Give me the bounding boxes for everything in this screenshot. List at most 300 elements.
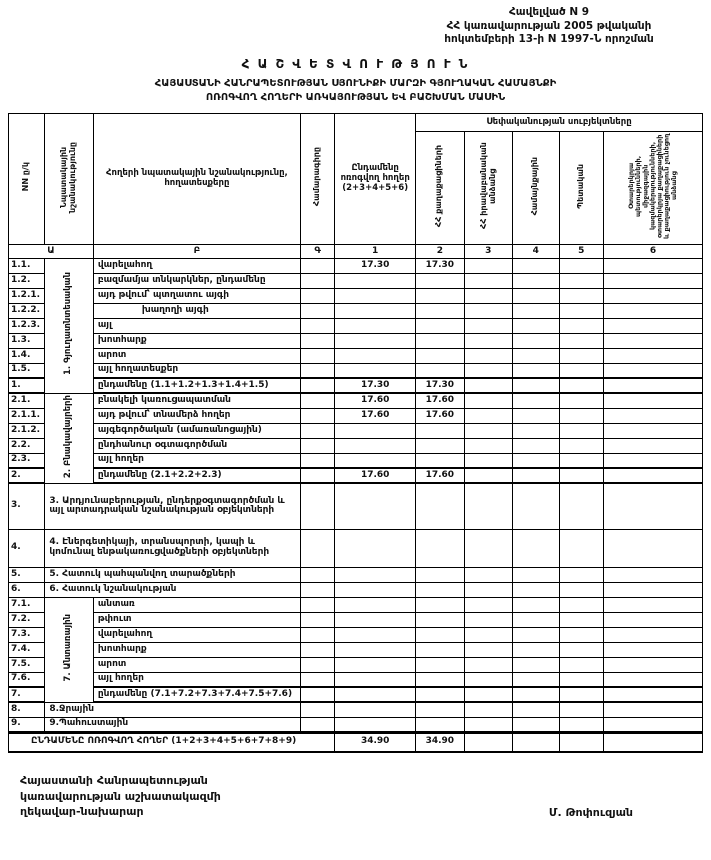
land-type-name: թփուտ [93,612,300,627]
table-row [9,567,703,582]
table-row [9,453,703,468]
header-owner-state-label: Պետական [575,163,585,209]
value-cell [416,582,464,597]
row-number: 1. [9,378,45,393]
value-cell [603,582,702,597]
header-code-label: Համարագիրը [312,147,322,207]
land-type-name: խոտհարք [93,642,300,657]
value-cell [559,702,603,717]
column-letter: Ա [9,244,94,258]
value-cell: 34.90 [416,732,464,752]
code-cell [300,529,334,567]
header-owner-foreign-label: Օտարերկրյա պետությունների, միջազգային կազմակերպությունների, օտարերկրյա քաղաքացիների և քաղաքացիություն չունեցող անձանց [626,133,678,239]
header-code [300,113,334,244]
value-cell [464,378,512,393]
value-cell [464,363,512,378]
report-table-body [9,258,703,752]
row-number: 2.3. [9,453,45,468]
land-type-name: խաղողի այգի [93,303,300,318]
value-cell [603,642,702,657]
row-number: 1.2.1. [9,288,45,303]
row-number: 2.1. [9,393,45,408]
value-cell [464,258,512,273]
table-row [9,529,703,567]
land-type-name: ընդամենը (2.1+2.2+2.3) [93,468,300,483]
value-cell [335,333,416,348]
header-owner-community [513,131,559,244]
column-letter: 2 [416,244,464,258]
value-cell: 34.90 [335,732,416,752]
table-row [9,318,703,333]
value-cell [603,483,702,529]
land-type-name: վարելահող [93,258,300,273]
category-label [45,258,93,393]
value-cell [513,333,559,348]
value-cell [603,378,702,393]
value-cell [513,672,559,687]
row-number: 7.3. [9,627,45,642]
value-cell [416,567,464,582]
land-type-name: ընդամենը (7.1+7.2+7.3+7.4+7.5+7.6) [93,687,300,702]
value-cell [559,303,603,318]
value-cell [416,657,464,672]
value-cell [416,702,464,717]
value-cell [416,348,464,363]
code-cell [300,363,334,378]
value-cell: 17.60 [416,408,464,423]
value-cell [603,687,702,702]
value-cell [464,318,512,333]
value-cell [416,529,464,567]
report-table [8,113,703,753]
land-type-name: 5. Հատուկ պահպանվող տարածքների [45,567,301,582]
row-number: 7.4. [9,642,45,657]
value-cell [335,627,416,642]
footer-line-1: Հայաստանի Հանրապետության [20,774,208,788]
grand-total-label: ԸՆԴԱՄԵՆԸ ՈՌՈԳՎՈՂ ՀՈՂԵՐ (1+2+3+4+5+6+7+8+9) [9,732,335,752]
land-type-name: այգեգործական (ամառանոցային) [93,423,300,438]
value-cell [335,612,416,627]
value-cell [416,687,464,702]
category-label-label: 7. Անտառային [63,613,74,682]
row-number: 2.2. [9,438,45,453]
value-cell [603,363,702,378]
code-cell [300,258,334,273]
value-cell [513,288,559,303]
row-number: 5. [9,567,45,582]
row-number: 9. [9,717,45,732]
value-cell [335,657,416,672]
value-cell [335,288,416,303]
value-cell [559,672,603,687]
category-label-label: 1. Գյուղատնտեսական [63,272,74,376]
value-cell [559,612,603,627]
table-row [9,258,703,273]
value-cell [603,408,702,423]
value-cell [464,529,512,567]
value-cell [464,438,512,453]
value-cell [559,288,603,303]
row-number: 1.2.3. [9,318,45,333]
row-number: 7.6. [9,672,45,687]
annex-line-2: ՀՀ կառավարության 2005 թվականի [446,19,652,32]
value-cell [559,529,603,567]
table-row [9,672,703,687]
value-cell: 17.60 [335,393,416,408]
table-row [9,408,703,423]
code-cell [300,318,334,333]
land-type-name: այլ հողեր [93,672,300,687]
table-row [9,717,703,732]
code-cell [300,672,334,687]
value-cell [335,702,416,717]
value-cell [513,258,559,273]
header-owner-citizens [416,131,464,244]
code-cell [300,642,334,657]
value-cell [559,627,603,642]
value-cell [416,333,464,348]
header-row-top [9,113,703,131]
annex-line-1: Հավելված N 9 [508,6,590,18]
value-cell [559,483,603,529]
category-label [45,597,93,702]
column-letter: 4 [513,244,559,258]
value-cell [513,529,559,567]
code-cell [300,702,334,717]
footer-line-3: ղեկավար-նախարար [20,804,144,818]
row-number: 8. [9,702,45,717]
code-cell [300,687,334,702]
table-row [9,288,703,303]
value-cell [513,423,559,438]
value-cell [603,627,702,642]
value-cell [513,273,559,288]
value-cell [416,288,464,303]
value-cell [464,423,512,438]
value-cell [464,453,512,468]
value-cell [416,672,464,687]
value-cell [416,483,464,529]
land-type-name: 6. Հատուկ նշանակության [45,582,301,597]
table-row [9,393,703,408]
value-cell [335,453,416,468]
column-letter: 1 [335,244,416,258]
row-number: 2. [9,468,45,483]
value-cell [513,597,559,612]
value-cell [603,717,702,732]
value-cell [335,717,416,732]
table-row [9,363,703,378]
header-total-irrigated: Ընդամենը ոռոգվող հողեր (2+3+4+5+6) [335,113,416,244]
footer-signatory-title [20,773,221,819]
value-cell: 17.60 [416,468,464,483]
value-cell [603,657,702,672]
value-cell [559,423,603,438]
row-number: 7.5. [9,657,45,672]
row-number: 7.1. [9,597,45,612]
signature-name: Մ. Թոփուզյան [548,806,633,820]
grand-total-row [9,732,703,752]
value-cell [335,318,416,333]
code-cell [300,582,334,597]
document-title: Հ Ա Շ Վ Ե Տ Վ Ո Ւ Թ Յ Ո Ւ Ն [241,56,470,71]
header-owners-group: Սեփականության սուբյեկտները [416,113,703,131]
value-cell [513,612,559,627]
land-type-name: 4. Էներգետիկայի, տրանսպորտի, կապի և կոմունալ ենթակառուցվածքների օբյեկտների [45,529,301,567]
value-cell [464,672,512,687]
header-nn-label: NN ը/կ [21,162,31,192]
value-cell [335,363,416,378]
land-type-name: այդ թվում՝ պտղատու այգի [93,288,300,303]
row-number: 1.2. [9,273,45,288]
row-number: 1.1. [9,258,45,273]
value-cell [513,408,559,423]
table-row [9,483,703,529]
row-number: 7. [9,687,45,702]
table-row [9,702,703,717]
row-number: 4. [9,529,45,567]
row-number: 7.2. [9,612,45,627]
value-cell [559,393,603,408]
code-cell [300,567,334,582]
code-cell [300,303,334,318]
value-cell [464,567,512,582]
header-purpose-label: Նպատակային նշանակությունը [59,141,78,213]
code-cell [300,483,334,529]
land-type-name: այդ թվում՝ տնամերձ հողեր [93,408,300,423]
code-cell [300,453,334,468]
code-cell [300,612,334,627]
land-type-name: ընդամենը (1.1+1.2+1.3+1.4+1.5) [93,378,300,393]
value-cell [513,348,559,363]
value-cell [513,717,559,732]
table-row [9,627,703,642]
value-cell [559,408,603,423]
table-row [9,348,703,363]
value-cell [513,657,559,672]
code-cell [300,717,334,732]
table-row [9,582,703,597]
value-cell [335,672,416,687]
value-cell [416,363,464,378]
subtotal-row [9,378,703,393]
value-cell [335,567,416,582]
value-cell [464,612,512,627]
value-cell [559,438,603,453]
table-row [9,423,703,438]
value-cell [559,582,603,597]
value-cell [603,453,702,468]
value-cell [559,318,603,333]
table-row [9,438,703,453]
value-cell [464,333,512,348]
value-cell [603,612,702,627]
land-type-name: արոտ [93,657,300,672]
value-cell [464,408,512,423]
column-letter: 3 [464,244,512,258]
header-owner-state [559,131,603,244]
row-number: 2.1.1. [9,408,45,423]
value-cell [416,642,464,657]
table-row [9,333,703,348]
table-row [9,273,703,288]
land-type-name: այլ [93,318,300,333]
value-cell [464,288,512,303]
land-type-name: 3. Արդյունաբերության, ընդերքօգտագործման և այլ արտադրական նշանակության օբյեկտների [45,483,301,529]
value-cell [335,438,416,453]
header-owner-legal [464,131,512,244]
value-cell [464,717,512,732]
value-cell [335,582,416,597]
land-type-name: 8.Ջրային [45,702,301,717]
table-row [9,612,703,627]
code-cell [300,288,334,303]
code-cell [300,438,334,453]
column-letter: Գ [300,244,334,258]
category-label [45,393,93,483]
value-cell [559,657,603,672]
value-cell [416,303,464,318]
header-owner-foreign [603,131,702,244]
value-cell: 17.60 [335,468,416,483]
code-cell [300,423,334,438]
code-cell [300,408,334,423]
table-row [9,303,703,318]
land-type-name: վարելահող [93,627,300,642]
code-cell [300,393,334,408]
value-cell [464,597,512,612]
value-cell [416,612,464,627]
value-cell [559,732,603,752]
annex-line-3: հոկտեմբերի 13-ի N 1997-Ն որոշման [444,33,654,46]
column-letter: 6 [603,244,702,258]
value-cell [559,273,603,288]
value-cell [559,717,603,732]
column-letter: 5 [559,244,603,258]
land-type-name: խոտհարք [93,333,300,348]
value-cell [513,702,559,717]
code-cell [300,273,334,288]
value-cell: 17.60 [335,408,416,423]
value-cell [603,333,702,348]
land-type-name: այլ հողեր [93,453,300,468]
value-cell [464,642,512,657]
footer [8,773,703,819]
header-row-letters [9,244,703,258]
header-nn [9,113,45,244]
value-cell [559,378,603,393]
value-cell [464,657,512,672]
value-cell [335,273,416,288]
value-cell [603,318,702,333]
value-cell [416,273,464,288]
row-number: 1.4. [9,348,45,363]
value-cell [603,672,702,687]
land-type-name: ընդհանուր օգտագործման [93,438,300,453]
value-cell [335,529,416,567]
subtotal-row [9,468,703,483]
header-purpose [45,113,93,244]
value-cell [335,642,416,657]
value-cell [603,258,702,273]
value-cell: 17.30 [335,378,416,393]
value-cell [513,438,559,453]
value-cell: 17.30 [416,258,464,273]
value-cell [464,702,512,717]
value-cell [603,393,702,408]
footer-line-2: կառավարության աշխատակազմի [20,789,221,803]
land-type-name: արոտ [93,348,300,363]
header-owner-citizens-label: ՀՀ քաղաքացիների [434,144,444,227]
value-cell [603,303,702,318]
value-cell [464,687,512,702]
document-subtitle [8,77,703,105]
value-cell [416,717,464,732]
code-cell [300,378,334,393]
value-cell [335,687,416,702]
value-cell [513,732,559,752]
value-cell [416,597,464,612]
row-number: 1.3. [9,333,45,348]
value-cell [603,468,702,483]
subtitle-line-2: ՈՌՈԳՎՈՂ ՀՈՂԵՐԻ ԱՌԿԱՅՈՒԹՅԱՆ ԵՎ ԲԱՇԽՄԱՆ ՄԱՍԻՆ [205,91,506,103]
value-cell [464,483,512,529]
value-cell [559,258,603,273]
code-cell [300,627,334,642]
column-letter: Բ [93,244,300,258]
table-row [9,657,703,672]
value-cell [416,423,464,438]
value-cell [464,582,512,597]
value-cell [559,348,603,363]
value-cell [416,627,464,642]
header-owner-legal-label: ՀՀ իրավաբանական անձանց [478,142,497,230]
code-cell [300,468,334,483]
value-cell [464,468,512,483]
subtotal-row [9,687,703,702]
value-cell [335,423,416,438]
value-cell [559,468,603,483]
value-cell [603,702,702,717]
table-row [9,642,703,657]
value-cell [603,438,702,453]
value-cell: 17.30 [416,378,464,393]
category-label-label: 2. Բնակավայրերի [63,394,74,478]
value-cell [513,453,559,468]
header-land-type: Հողերի նպատակային նշանակությունը, հողատեսքերը [93,113,300,244]
value-cell [513,582,559,597]
value-cell [464,627,512,642]
annex-reference [399,6,699,47]
row-number: 1.5. [9,363,45,378]
value-cell [513,468,559,483]
value-cell [416,453,464,468]
value-cell [464,393,512,408]
value-cell [603,529,702,567]
value-cell [335,303,416,318]
value-cell [559,597,603,612]
value-cell [513,303,559,318]
value-cell [513,627,559,642]
value-cell [513,318,559,333]
land-type-name: 9.Պահուստային [45,717,301,732]
value-cell [513,642,559,657]
value-cell [603,273,702,288]
row-number: 1.2.2. [9,303,45,318]
value-cell [513,483,559,529]
row-number: 2.1.2. [9,423,45,438]
value-cell [464,348,512,363]
